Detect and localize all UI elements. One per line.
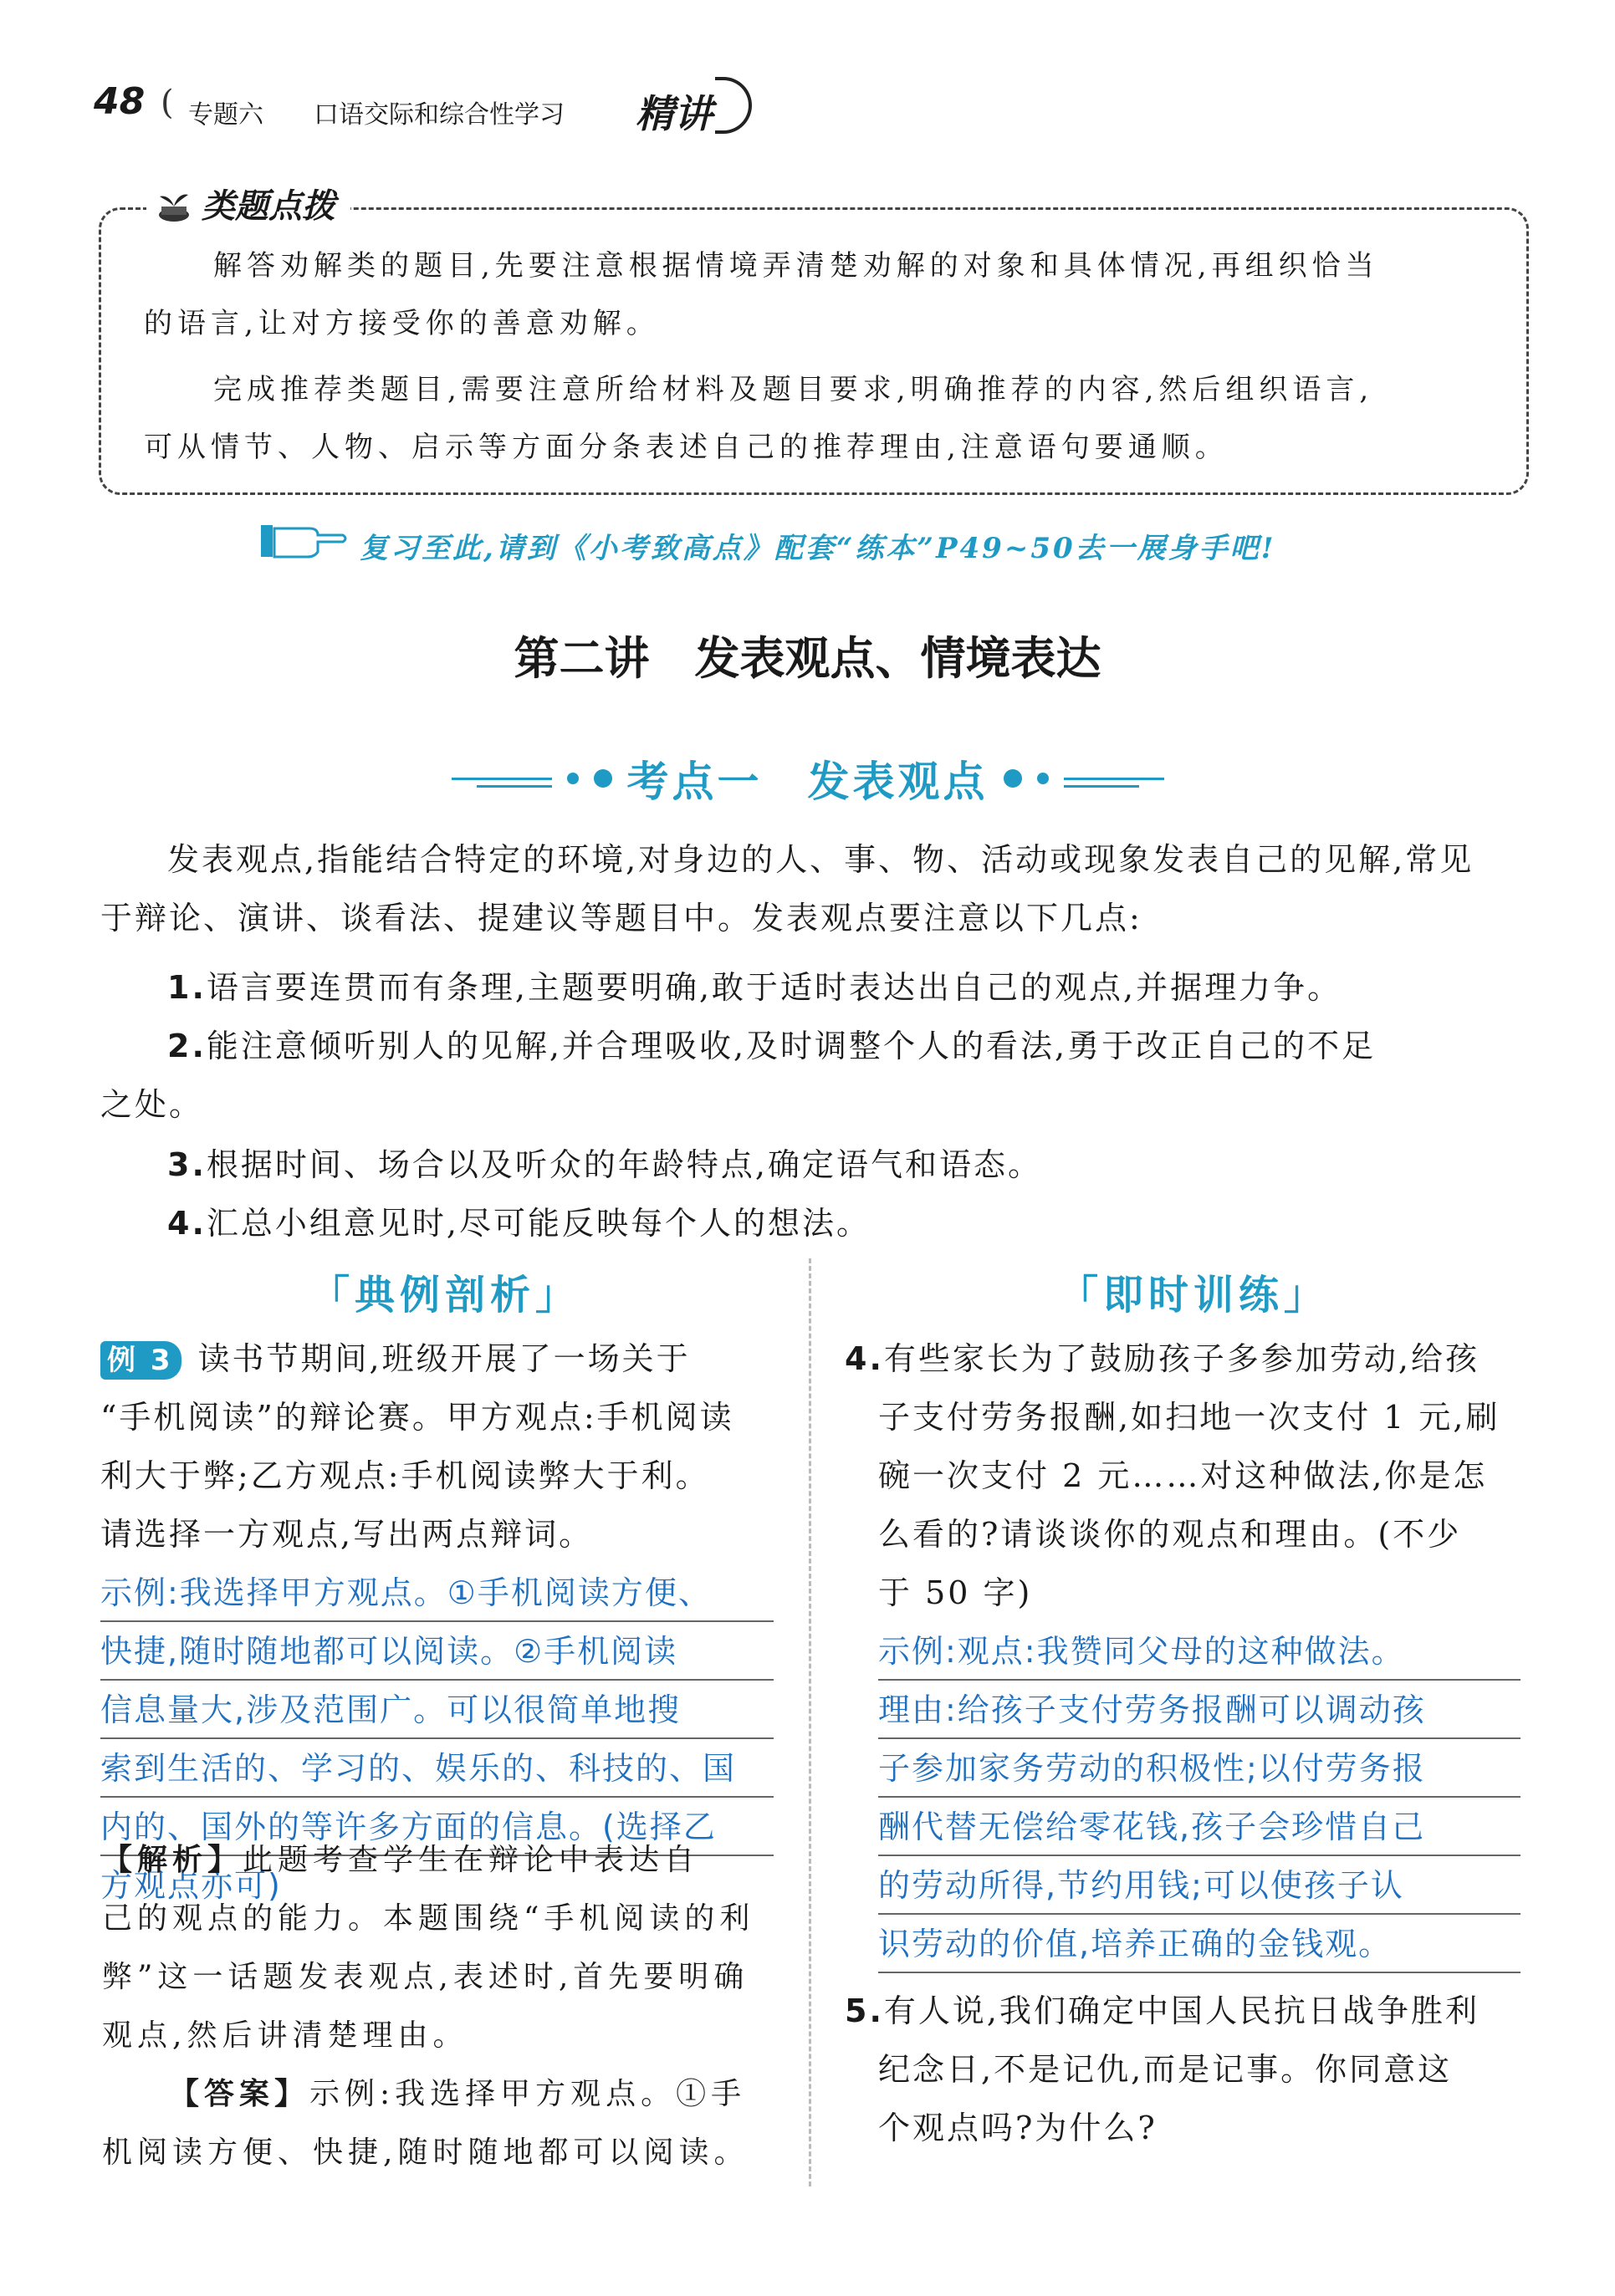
header-arc-decoration xyxy=(715,77,752,134)
question-line: 请选择一方观点,写出两点辩词。 xyxy=(100,1516,594,1553)
question-4: 4.有些家长为了鼓励孩子多参加劳动,给孩 子支付劳务报酬,如扫地一次支付 1 元,刷 碗一次支付 2 元……对这种做法,你是怎 么看的?请谈谈你的观点和理由。(不少 于 50 字) xyxy=(845,1340,1500,1611)
answer-label: 【答案】 xyxy=(169,2077,310,2111)
tips-paragraph-2-line-1: 完成推荐类题目,需要注意所给材料及题目要求,明确推荐的内容,然后组织语言, xyxy=(213,373,1374,406)
point-text: 根据时间、场合以及听众的年龄特点,确定语气和语态。 xyxy=(206,1146,1042,1183)
answer-line: 快捷,随时随地都可以阅读。②手机阅读 xyxy=(100,1622,774,1681)
kaodian-banner xyxy=(0,748,1615,809)
question-line: 例 3 读书节期间,班级开展了一场关于 xyxy=(100,1329,778,1388)
answer-line: 示例:观点:我赞同父母的这种做法。 xyxy=(878,1622,1520,1681)
answer-line: 内的、国外的等许多方面的信息。(选择乙 xyxy=(100,1798,774,1856)
analysis-label: 【解析】 xyxy=(102,1843,243,1877)
point-4 xyxy=(167,1197,871,1243)
answer-line: 信息量大,涉及范围广。可以很简单地搜 xyxy=(100,1681,774,1739)
question-line: 利大于弊;乙方观点:手机阅读弊大于利。 xyxy=(100,1457,710,1494)
point-number: 2. xyxy=(167,1028,207,1064)
practice-heading: 「即时训练」 xyxy=(1058,1272,1330,1319)
point-1 xyxy=(167,962,1342,1008)
dot-icon xyxy=(567,773,579,784)
answer-line: 识劳动的价值,培养正确的金钱观。 xyxy=(878,1915,1520,1973)
column-divider xyxy=(809,1258,811,2186)
example-badge: 例 3 xyxy=(100,1341,181,1380)
tips-paragraph-1-line-1: 解答劝解类的题目,先要注意根据情境弄清楚劝解的对象和具体情况,再组织恰当 xyxy=(213,249,1379,283)
header-topic: 专题六 xyxy=(188,100,263,130)
dot-icon xyxy=(1004,769,1022,788)
answer-line: 的劳动所得,节约用钱;可以使孩子认 xyxy=(878,1856,1520,1915)
point-text: 语言要连贯而有条理,主题要明确,敢于适时表达出自己的观点,并据理力争。 xyxy=(206,969,1342,1006)
decorative-line-left xyxy=(452,778,552,780)
point-2-continued xyxy=(100,1079,203,1125)
pointing-hand-icon xyxy=(259,518,351,564)
question-number: 5. xyxy=(845,1992,884,2029)
intro-line-1: 发表观点,指能结合特定的环境,对身边的人、事、物、活动或现象发表自己的见解,常见 xyxy=(167,841,1474,878)
decorative-line-right xyxy=(1064,778,1164,780)
question-line: “手机阅读”的辩论赛。甲方观点:手机阅读 xyxy=(100,1399,734,1436)
example-question xyxy=(100,1329,778,1564)
answer-line: 索到生活的、学习的、娱乐的、科技的、国 xyxy=(100,1739,774,1798)
answer-line: 子参加家务劳动的积极性;以付劳务报 xyxy=(878,1739,1520,1798)
header-tag: 精讲 xyxy=(636,91,713,136)
point-text: 汇总小组意见时,尽可能反映每个人的想法。 xyxy=(206,1205,871,1242)
lecture-title: 第二讲 发表观点、情境表达 xyxy=(514,632,1101,685)
example-analysis-heading: 「典例剖析」 xyxy=(309,1272,581,1319)
answer-line: 示例:我选择甲方观点。①手机阅读方便、 xyxy=(100,1564,774,1622)
question-5: 5.有人说,我们确定中国人民抗日战争胜利 纪念日,不是记仇,而是记事。你同意这 个观点吗?为什么? xyxy=(845,1992,1480,2146)
dot-icon xyxy=(594,769,612,788)
answer-block: 【答案】示例:我选择甲方观点。①手 机阅读方便、快捷,随时随地都可以阅读。 xyxy=(102,2077,749,2170)
point-2 xyxy=(167,1020,1376,1066)
header-bracket: ( xyxy=(161,84,174,122)
point-number: 1. xyxy=(167,969,207,1006)
tips-header xyxy=(146,180,350,227)
analysis-block: 【解析】此题考查学生在辩论中表达自 己的观点的能力。本题围绕“手机阅读的利 弊”这一话题发表观点,表述时,首先要明确 观点,然后讲清楚理由。 xyxy=(102,1843,755,2053)
page-number: 48 xyxy=(94,80,146,123)
point-number: 3. xyxy=(167,1146,207,1183)
question-4-answer xyxy=(878,1622,1520,1973)
kaodian-title: 考点一 发表观点 xyxy=(626,758,989,806)
answer-line: 方观点亦可) xyxy=(100,1867,282,1904)
point-number: 4. xyxy=(167,1205,207,1242)
dot-icon xyxy=(1037,773,1049,784)
tips-paragraph-2-line-2: 可从情节、人物、启示等方面分条表述自己的推荐理由,注意语句要通顺。 xyxy=(144,431,1229,464)
point-text: 能注意倾听别人的见解,并合理吸收,及时调整个人的看法,勇于改正自己的不足 xyxy=(206,1028,1377,1064)
tips-title: 类题点拨 xyxy=(202,186,335,226)
point-3 xyxy=(167,1139,1042,1185)
point-text: 之处。 xyxy=(100,1086,204,1123)
question-number: 4. xyxy=(845,1340,884,1377)
review-reminder: 复习至此,请到《小考致高点》配套“练本”P49~50去一展身手吧! xyxy=(360,532,1276,565)
header-subtitle: 口语交际和综合性学习 xyxy=(314,100,565,130)
answer-line: 理由:给孩子支付劳务报酬可以调动孩 xyxy=(878,1681,1520,1739)
tips-paragraph-1-line-2: 的语言,让对方接受你的善意劝解。 xyxy=(144,307,660,340)
answer-line: 酬代替无偿给零花钱,孩子会珍惜自己 xyxy=(878,1798,1520,1856)
plant-pot-icon xyxy=(155,185,193,223)
intro-line-2: 于辩论、演讲、谈看法、提建议等题目中。发表观点要注意以下几点: xyxy=(100,900,1142,936)
